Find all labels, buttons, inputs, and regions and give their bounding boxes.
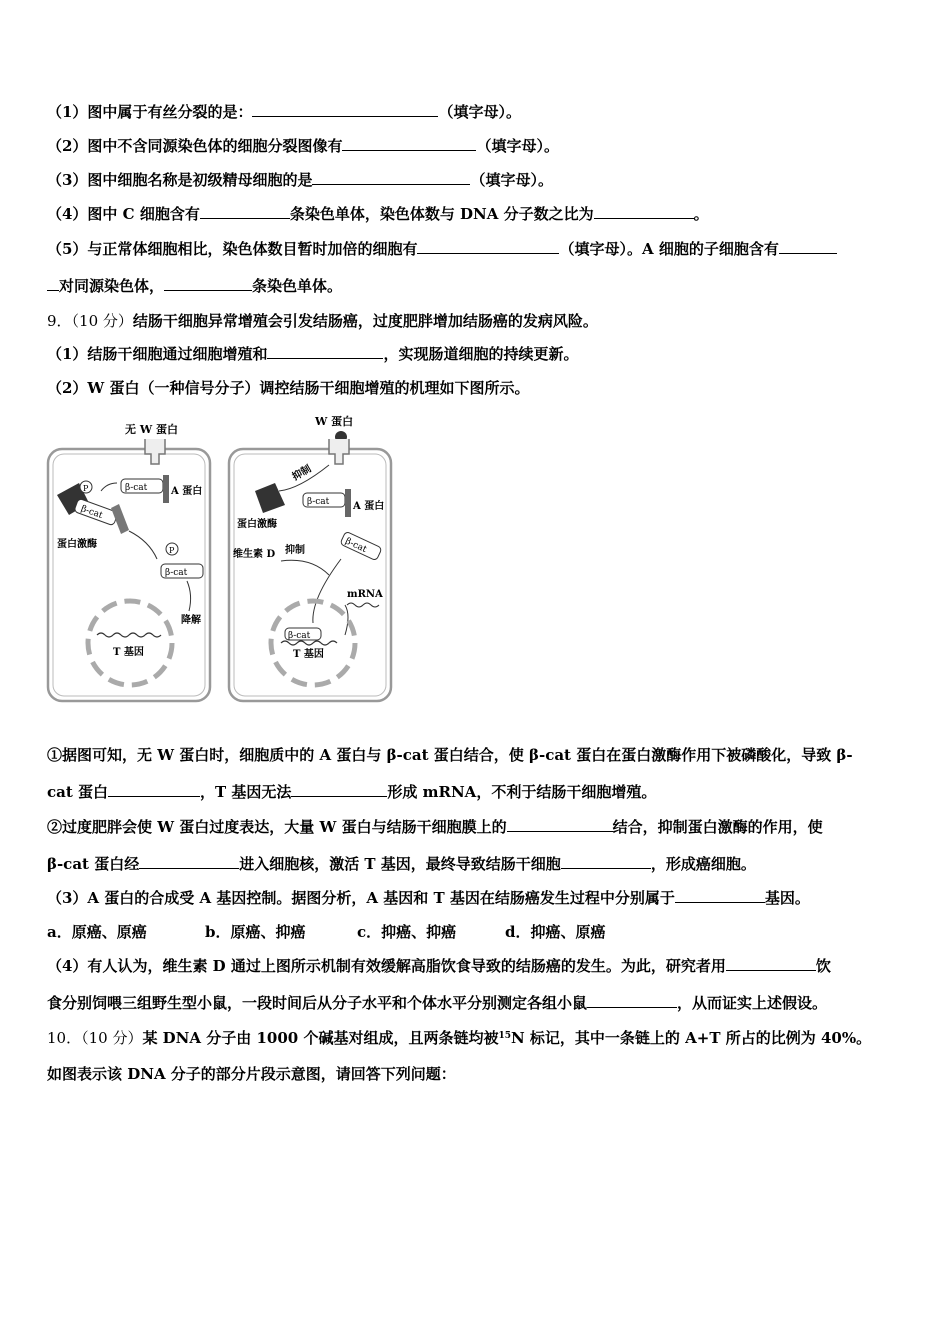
q9-stem — [47, 310, 905, 332]
answer-blank[interactable] — [342, 135, 476, 151]
q9-2-1-text: ①据图可知，无 W 蛋白时，细胞质中的 A 蛋白与 β-cat 蛋白结合，使 β-cat 蛋白在蛋白激酶作用下被磷酸化，导致 β- — [47, 746, 853, 764]
q9-2-1-cont: cat 蛋白 — [47, 783, 109, 801]
option-b[interactable]: b．原癌、抑癌 — [205, 923, 306, 941]
q9-3-text: （3）A 蛋白的合成受 A 基因控制。据图分析，A 基因和 T 基因在结肠癌发生过程中分别属于 — [47, 889, 675, 907]
q9-1-tail: ，实现肠道细胞的持续更新。 — [383, 345, 579, 363]
bcat-label: β-cat — [79, 504, 104, 522]
answer-blank[interactable] — [507, 816, 613, 832]
q10-stem-cont — [47, 1063, 905, 1085]
q9-item-2 — [47, 377, 905, 399]
option-d[interactable]: d．抑癌、原癌 — [505, 923, 606, 941]
q9-2-2-tail: ，形成癌细胞。 — [650, 855, 756, 873]
q9-item-3 — [47, 887, 905, 909]
t-gene-label: T 基因 — [293, 649, 324, 660]
q8-5-mid: （填字母）。A 细胞的子细胞含有 — [559, 240, 779, 258]
answer-blank[interactable] — [200, 203, 290, 219]
kinase-label: 蛋白激酶 — [237, 519, 277, 530]
q8-5-tail: 条染色单体。 — [252, 277, 343, 295]
q8-2-tail: （填字母）。 — [476, 137, 559, 155]
answer-blank[interactable] — [594, 203, 694, 219]
q8-item-5 — [47, 238, 905, 260]
q9-2-2-cont: β-cat 蛋白经 — [47, 855, 140, 873]
answer-blank[interactable] — [252, 101, 438, 117]
q9-2-1-mid: ，T 基因无法 — [200, 783, 292, 801]
answer-blank[interactable] — [47, 275, 59, 291]
bcat-label: β-cat — [307, 497, 330, 507]
q9-3-options — [47, 921, 905, 943]
answer-blank[interactable] — [779, 238, 837, 254]
cell-membrane-right — [229, 449, 391, 701]
degrade-label: 降解 — [181, 615, 201, 626]
answer-blank[interactable] — [139, 853, 239, 869]
q10-stem — [47, 1027, 905, 1049]
answer-blank[interactable] — [267, 343, 383, 359]
a-protein-icon — [163, 475, 169, 503]
q9-3-tail: 基因。 — [764, 889, 810, 907]
answer-blank[interactable] — [164, 275, 252, 291]
vitamin-d-label: 维生素 D — [233, 549, 276, 560]
q9-4-tail: ，从而证实上述假设。 — [677, 994, 828, 1012]
answer-blank[interactable] — [726, 955, 816, 971]
q9-4-mid: 饮 — [815, 957, 831, 975]
answer-blank[interactable] — [675, 887, 765, 903]
q8-4-text: （4）图中 C 细胞含有 — [47, 205, 200, 223]
q9-1-text: （1）结肠干细胞通过细胞增殖和 — [47, 345, 268, 363]
q8-5-text: （5）与正常体细胞相比，染色体数目暂时加倍的细胞有 — [47, 240, 418, 258]
q8-2-text: （2）图中不含同源染色体的细胞分裂图像有 — [47, 137, 343, 155]
q9-2-2-mid: 结合，抑制蛋白激酶的作用，使 — [612, 818, 823, 836]
mrna-label: mRNA — [347, 589, 383, 600]
answer-blank[interactable] — [291, 781, 387, 797]
q8-1-tail: （填字母）。 — [438, 103, 521, 121]
option-a[interactable]: a．原癌、原癌 — [47, 923, 147, 941]
q10-text-b: N 标记，其中一条链上的 A+T 所占的比例为 40%。 — [510, 1029, 872, 1047]
q8-item-3 — [47, 169, 905, 191]
q9-stem-text: 结肠干细胞异常增殖会引发结肠癌，过度肥胖增加结肠癌的发病风险。 — [132, 312, 598, 330]
bcat-label: β-cat — [343, 536, 368, 555]
option-c[interactable]: c．抑癌、抑癌 — [357, 923, 457, 941]
q10-text-a: 某 DNA 分子由 1000 个碱基对组成，且两条链均被 — [142, 1029, 499, 1047]
superscript-15: 15 — [498, 1031, 511, 1041]
q9-item-4-cont — [47, 992, 905, 1014]
a-protein-icon — [345, 489, 351, 517]
w-protein-mechanism-diagram — [45, 413, 395, 705]
q9-2-2-text: ②过度肥胖会使 W 蛋白过度表达，大量 W 蛋白与结肠干细胞膜上的 — [47, 818, 507, 836]
t-gene-label: T 基因 — [113, 647, 144, 658]
q9-4-cont: 食分别饲喂三组野生型小鼠，一段时间后从分子水平和个体水平分别测定各组小鼠 — [47, 994, 588, 1012]
q9-item-1 — [47, 343, 905, 365]
bcat-label: β-cat — [125, 483, 148, 493]
a-protein-label: A 蛋白 — [171, 486, 203, 497]
q8-5-cont: 对同源染色体， — [59, 277, 165, 295]
p-label: P — [169, 546, 175, 555]
q9-2-sub1 — [47, 744, 905, 766]
q8-3-text: （3）图中细胞名称是初级精母细胞的是 — [47, 171, 313, 189]
bcat-label: β-cat — [165, 568, 188, 578]
q8-item-2 — [47, 135, 905, 157]
question-number: 9．（10 分） — [47, 312, 133, 330]
answer-blank[interactable] — [108, 781, 200, 797]
q10-text-c: 如图表示该 DNA 分子的部分片段示意图，请回答下列问题： — [47, 1065, 456, 1083]
q9-2-sub2-cont — [47, 853, 905, 875]
label-w-protein: W 蛋白 — [315, 415, 354, 428]
q8-3-tail: （填字母）。 — [470, 171, 553, 189]
answer-blank[interactable] — [587, 992, 677, 1008]
answer-blank[interactable] — [561, 853, 651, 869]
bcat-label: β-cat — [288, 631, 311, 641]
q8-item-5-cont — [47, 275, 905, 297]
p-label: P — [83, 484, 89, 493]
q9-2-text: （2）W 蛋白（一种信号分子）调控结肠干细胞增殖的机理如下图所示。 — [47, 379, 530, 397]
q9-4-text: （4）有人认为，维生素 D 通过上图所示机制有效缓解高脂饮食导致的结肠癌的发生。为此，研究者用 — [47, 957, 726, 975]
q8-4-mid: 条染色单体，染色体数与 DNA 分子数之比为 — [289, 205, 594, 223]
q8-4-tail: 。 — [693, 205, 709, 223]
inhibit-label: 抑制 — [285, 545, 305, 556]
q9-2-1-tail: 形成 mRNA，不利于结肠干细胞增殖。 — [387, 783, 657, 801]
kinase-label: 蛋白激酶 — [57, 539, 97, 550]
label-no-w-protein: 无 W 蛋白 — [125, 423, 179, 436]
q8-item-1 — [47, 101, 905, 123]
inhibit-label: 抑制 — [290, 463, 314, 484]
q9-item-4 — [47, 955, 905, 977]
answer-blank[interactable] — [417, 238, 559, 254]
q9-2-sub1-cont — [47, 781, 905, 803]
a-protein-label: A 蛋白 — [353, 501, 385, 512]
q9-2-2-mid2: 进入细胞核，激活 T 基因，最终导致结肠干细胞 — [239, 855, 561, 873]
q8-1-text: （1）图中属于有丝分裂的是： — [47, 103, 253, 121]
question-number: 10．（10 分） — [47, 1029, 143, 1047]
q8-item-4 — [47, 203, 905, 225]
answer-blank[interactable] — [312, 169, 470, 185]
q9-2-sub2 — [47, 816, 905, 838]
